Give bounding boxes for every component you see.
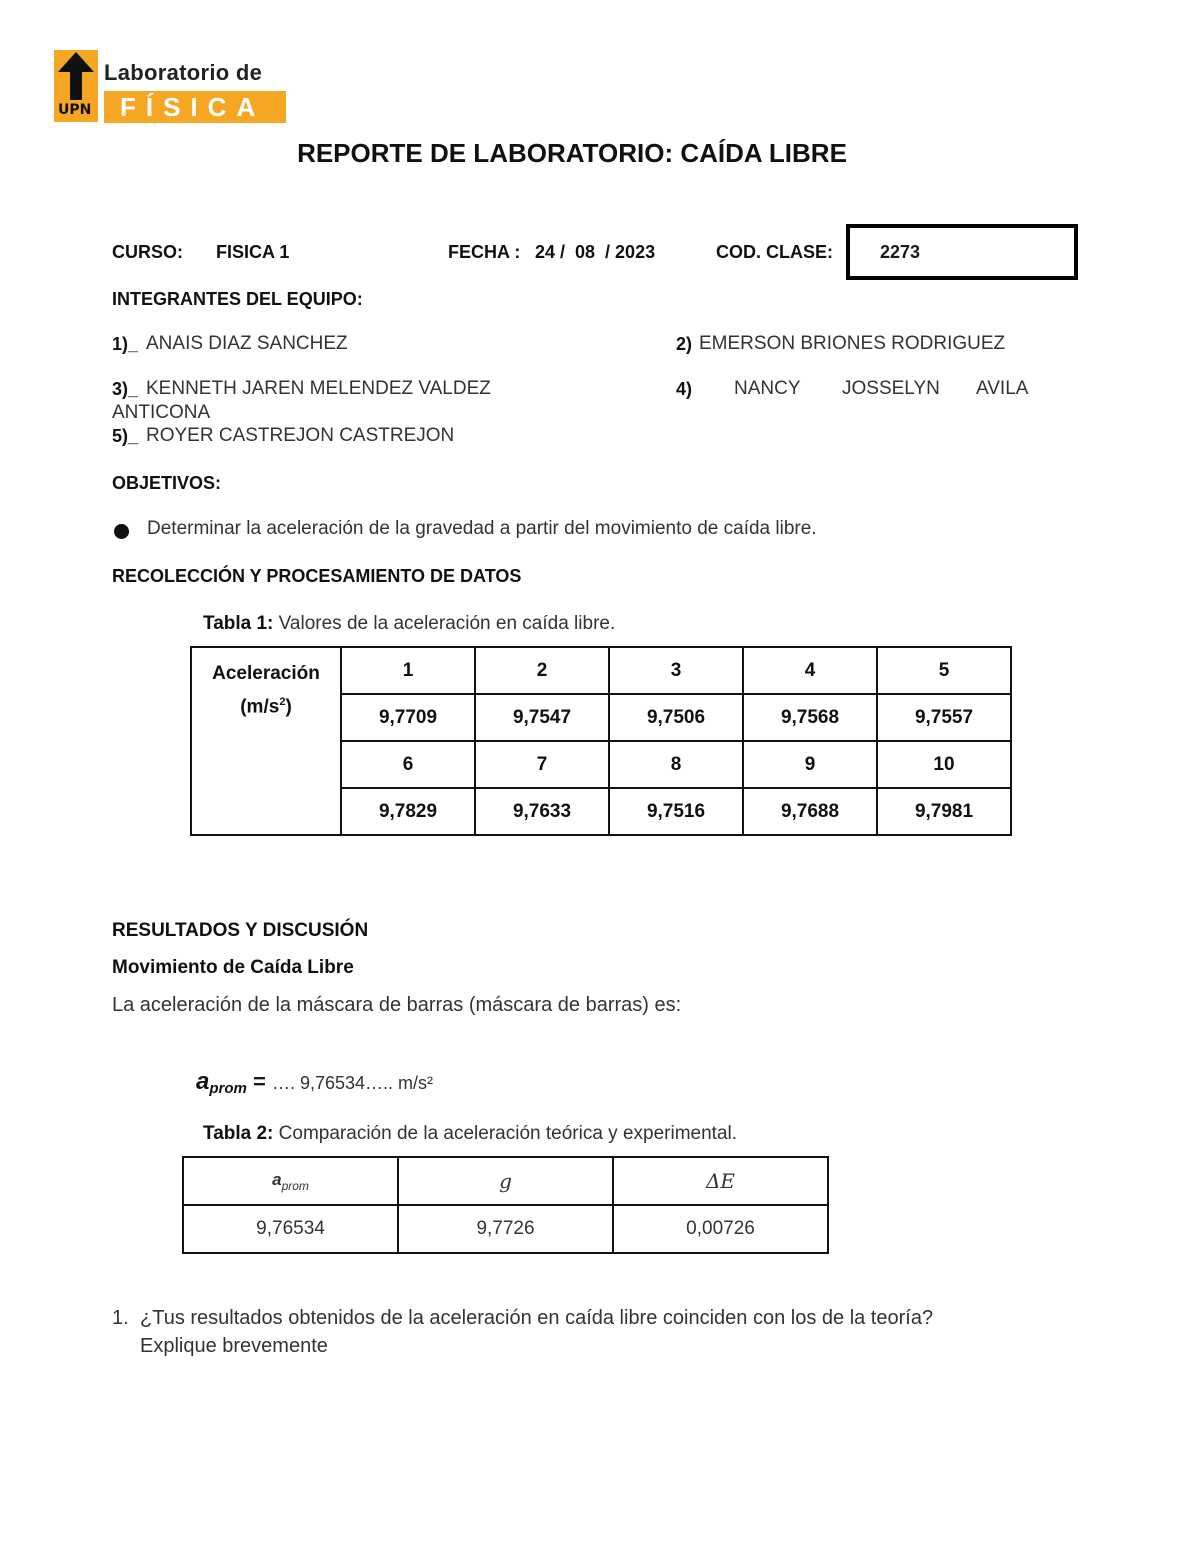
value-aprom: 9,76534 bbox=[183, 1205, 398, 1253]
value-cell: 9,7506 bbox=[609, 694, 743, 741]
value-cell: 9,7547 bbox=[475, 694, 609, 741]
question-line-2: Explique brevemente bbox=[140, 1335, 328, 1357]
value-cell: 9,7981 bbox=[877, 788, 1011, 835]
upn-brand: UPN bbox=[58, 102, 92, 118]
trial-cell: 10 bbox=[877, 741, 1011, 788]
trial-cell: 7 bbox=[475, 741, 609, 788]
header-delta-e: ΔE bbox=[613, 1157, 828, 1205]
member-2-num: 2) bbox=[676, 334, 693, 354]
table1-caption bbox=[203, 613, 615, 635]
member-4-name-part-3: AVILA bbox=[976, 378, 1029, 399]
value-cell: 9,7557 bbox=[877, 694, 1011, 741]
question-number: 1. bbox=[112, 1307, 129, 1329]
member-3-name: KENNETH JAREN MELENDEZ VALDEZ bbox=[146, 378, 491, 399]
data-section-heading: RECOLECCIÓN Y PROCESAMIENTO DE DATOS bbox=[112, 566, 522, 586]
member-1-name: ANAIS DIAZ SANCHEZ bbox=[146, 333, 348, 354]
curso-label: CURSO: bbox=[112, 242, 183, 262]
table2-caption bbox=[203, 1123, 737, 1145]
header-g: g bbox=[398, 1157, 613, 1205]
value-cell: 9,7709 bbox=[341, 694, 475, 741]
trial-cell: 8 bbox=[609, 741, 743, 788]
results-sentence: La aceleración de la máscara de barras (máscara de barras) es: bbox=[112, 994, 682, 1016]
table1-caption-label: Tabla 1: bbox=[203, 613, 274, 634]
table-row bbox=[191, 647, 1011, 694]
trial-cell: 1 bbox=[341, 647, 475, 694]
results-heading: RESULTADOS Y DISCUSIÓN bbox=[112, 920, 369, 941]
page-title: REPORTE DE LABORATORIO: CAÍDA LIBRE bbox=[297, 138, 847, 168]
objectives-heading: OBJETIVOS: bbox=[112, 473, 222, 493]
header-aprom: $a_{prom}$ bbox=[183, 1157, 398, 1205]
value-cell: 9,7633 bbox=[475, 788, 609, 835]
comparison-table bbox=[182, 1156, 829, 1254]
team-heading: INTEGRANTES DEL EQUIPO: bbox=[112, 289, 363, 309]
bullet-icon bbox=[114, 524, 129, 539]
fecha-label: FECHA : bbox=[448, 242, 521, 262]
aprom-subscript: prom bbox=[209, 1080, 247, 1098]
member-4-num: 4) bbox=[676, 379, 693, 399]
table1-caption-text: Valores de la aceleración en caída libre. bbox=[273, 613, 616, 634]
value-cell: 9,7829 bbox=[341, 788, 475, 835]
row-header-unit: $(m/s^2)$ bbox=[240, 696, 292, 718]
cod-clase-label: COD. CLASE: bbox=[716, 242, 833, 262]
curso-value: FISICA 1 bbox=[216, 242, 290, 262]
trial-cell: 9 bbox=[743, 741, 877, 788]
upn-logo-mark bbox=[54, 50, 98, 122]
average-acceleration bbox=[196, 1068, 433, 1097]
value-cell: 9,7688 bbox=[743, 788, 877, 835]
value-cell: 9,7516 bbox=[609, 788, 743, 835]
table-row bbox=[183, 1157, 828, 1205]
results-subheading: Movimiento de Caída Libre bbox=[112, 957, 354, 978]
table2-caption-label: Tabla 2: bbox=[203, 1123, 274, 1144]
aprom-value: …. 9,76534….. m/s² bbox=[271, 1073, 433, 1093]
logo-line-1: Laboratorio de bbox=[104, 60, 263, 85]
trial-cell: 2 bbox=[475, 647, 609, 694]
member-4-name-part-1: NANCY bbox=[734, 378, 801, 399]
trial-cell: 3 bbox=[609, 647, 743, 694]
logo-line-2: FÍSICA bbox=[120, 92, 266, 122]
value-delta-e: 0,00726 bbox=[613, 1205, 828, 1253]
member-5-name: ROYER CASTREJON CASTREJON bbox=[146, 425, 455, 446]
table-row bbox=[183, 1205, 828, 1253]
objective-item: Determinar la aceleración de la gravedad a partir del movimiento de caída libre. bbox=[147, 518, 817, 539]
lab-logo bbox=[54, 50, 286, 124]
row-header-cell bbox=[191, 647, 341, 835]
acceleration-table bbox=[190, 646, 1012, 836]
fecha-value: 24 / 08 / 2023 bbox=[535, 242, 656, 262]
value-cell: 9,7568 bbox=[743, 694, 877, 741]
member-5-num: 5)_ bbox=[112, 426, 139, 446]
member-3-num: 3)_ bbox=[112, 379, 139, 399]
aprom-equals: = bbox=[246, 1069, 272, 1094]
value-g: 9,7726 bbox=[398, 1205, 613, 1253]
cod-clase-value: 2273 bbox=[880, 242, 921, 262]
row-header-label: Aceleración bbox=[212, 663, 320, 684]
question-line-1: ¿Tus resultados obtenidos de la aceleración en caída libre coinciden con los de la teoría? bbox=[140, 1307, 934, 1329]
cod-clase-box bbox=[846, 224, 1078, 280]
member-4-name-part-2: JOSSELYN bbox=[842, 378, 940, 399]
member-2-name: EMERSON BRIONES RODRIGUEZ bbox=[699, 333, 1006, 354]
member-1-num: 1)_ bbox=[112, 334, 139, 354]
trial-cell: 6 bbox=[341, 741, 475, 788]
member-continuation: ANTICONA bbox=[112, 402, 211, 423]
aprom-symbol: a bbox=[196, 1068, 210, 1095]
table2-caption-text: Comparación de la aceleración teórica y experimental. bbox=[273, 1123, 738, 1144]
trial-cell: 5 bbox=[877, 647, 1011, 694]
trial-cell: 4 bbox=[743, 647, 877, 694]
